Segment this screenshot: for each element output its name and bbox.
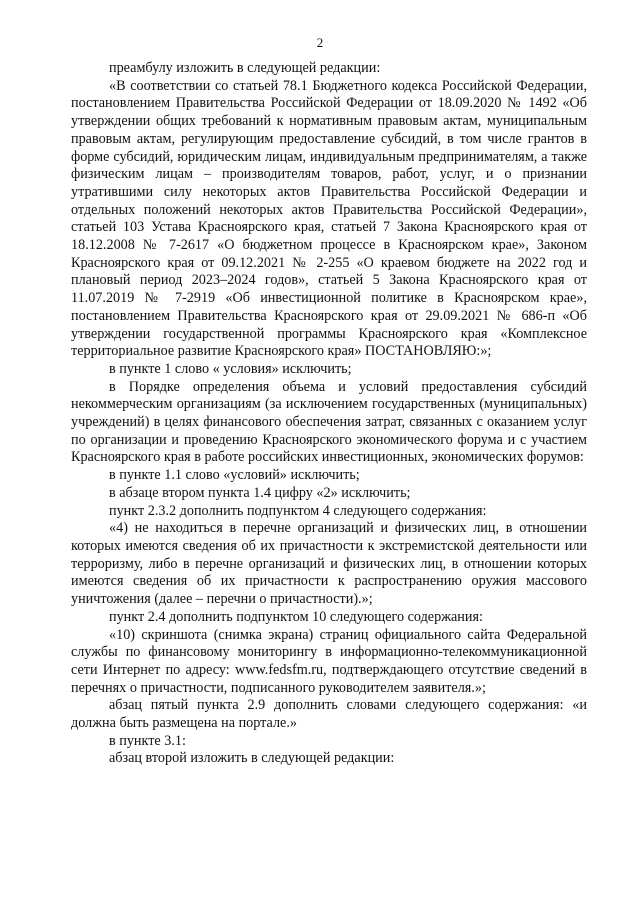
paragraph-item-1-4: в абзаце втором пункта 1.4 цифру «2» исключить; xyxy=(109,484,411,501)
paragraph-item-2-4: пункт 2.4 дополнить подпунктом 10 следующего содержания: xyxy=(109,608,483,625)
paragraph-subitem-10: «10) скриншота (снимка экрана) страниц официального сайта Федеральной службы по финансовому мониторингу в информационно-телекоммуникационной сети Интернет по адресу: www.fedsfm.ru, подтверждающего отсутствие сведений в перечнях о причастности, подписанного руководителем заявителя.»; xyxy=(71,626,587,696)
paragraph-preamble-text: «В соответствии со статьей 78.1 Бюджетного кодекса Российской Федерации, постановлением Правительства Российской Федерации от 18.09.2020 № 1492 «Об утверждении общих требований к нормативным правовым актам, муниципальным правовым актам, регулирующим предоставление субсидий, в том числе грантов в форме субсидий, юридическим лицам, индивидуальным предпринимателям, а также физическим лицам – производителям товаров, работ, услуг, и о признании утратившими силу некоторых актов Правительства Российской Федерации и отдельных положений некоторых актов Правительства Российской Федерации», статьей 103 Устава Красноярского края, статьей 7 Закона Красноярского края от 18.12.2008 № 7-2617 «О бюджетном процессе в Красноярском крае», Законом Красноярского края от 09.12.2021 № 2-255 «О краевом бюджете на 2022 год и плановый период 2023–2024 годов», статьей 5 Закона Красноярского края от 11.07.2019 № 7-2919 «Об инвестиционной политике в Красноярском крае», постановлением Правительства Красноярского края от 29.09.2021 № 686-п «Об утверждении государственной программы Красноярского края «Комплексное территориальное развитие Красноярского края» ПОСТАНОВЛЯЮ:»; xyxy=(71,77,587,360)
paragraph-item-3-1: в пункте 3.1: xyxy=(109,732,186,749)
paragraph-item-2-9: абзац пятый пункта 2.9 дополнить словами следующего содержания: «и должна быть размещена на портале.» xyxy=(71,697,587,732)
page-number: 2 xyxy=(316,35,324,50)
paragraph-preamble-intro: преамбулу изложить в следующей редакции: xyxy=(109,60,381,76)
paragraph-procedure: в Порядке определения объема и условий предоставления субсидий некоммерческим организациям (за исключением государственных (муниципальных) учреждений) в целях финансового обеспечения затрат, связанных с оказанием услуг по организации и проведению Красноярского экономического форума и с участием Красноярского края в работе российских инвестиционных, экономических форумов: xyxy=(71,378,587,466)
paragraph-item-1-1: в пункте 1.1 слово «условий» исключить; xyxy=(109,467,360,484)
paragraph-item-2-3-2: пункт 2.3.2 дополнить подпунктом 4 следующего содержания: xyxy=(109,502,487,519)
document-body xyxy=(71,60,587,768)
paragraph-subitem-4: «4) не находиться в перечне организаций и физических лиц, в отношении которых имеются сведения об их причастности к экстремистской деятельности или терроризму, либо в перечне организаций и физических лиц, в отношении которых имеются сведения об их причастности к распространению оружия массового уничтожения (далее – перечни о причастности).»; xyxy=(71,520,587,608)
paragraph-item-1: в пункте 1 слово « условия» исключить; xyxy=(109,360,352,377)
paragraph-second-abzac: абзац второй изложить в следующей редакции: xyxy=(109,750,395,767)
